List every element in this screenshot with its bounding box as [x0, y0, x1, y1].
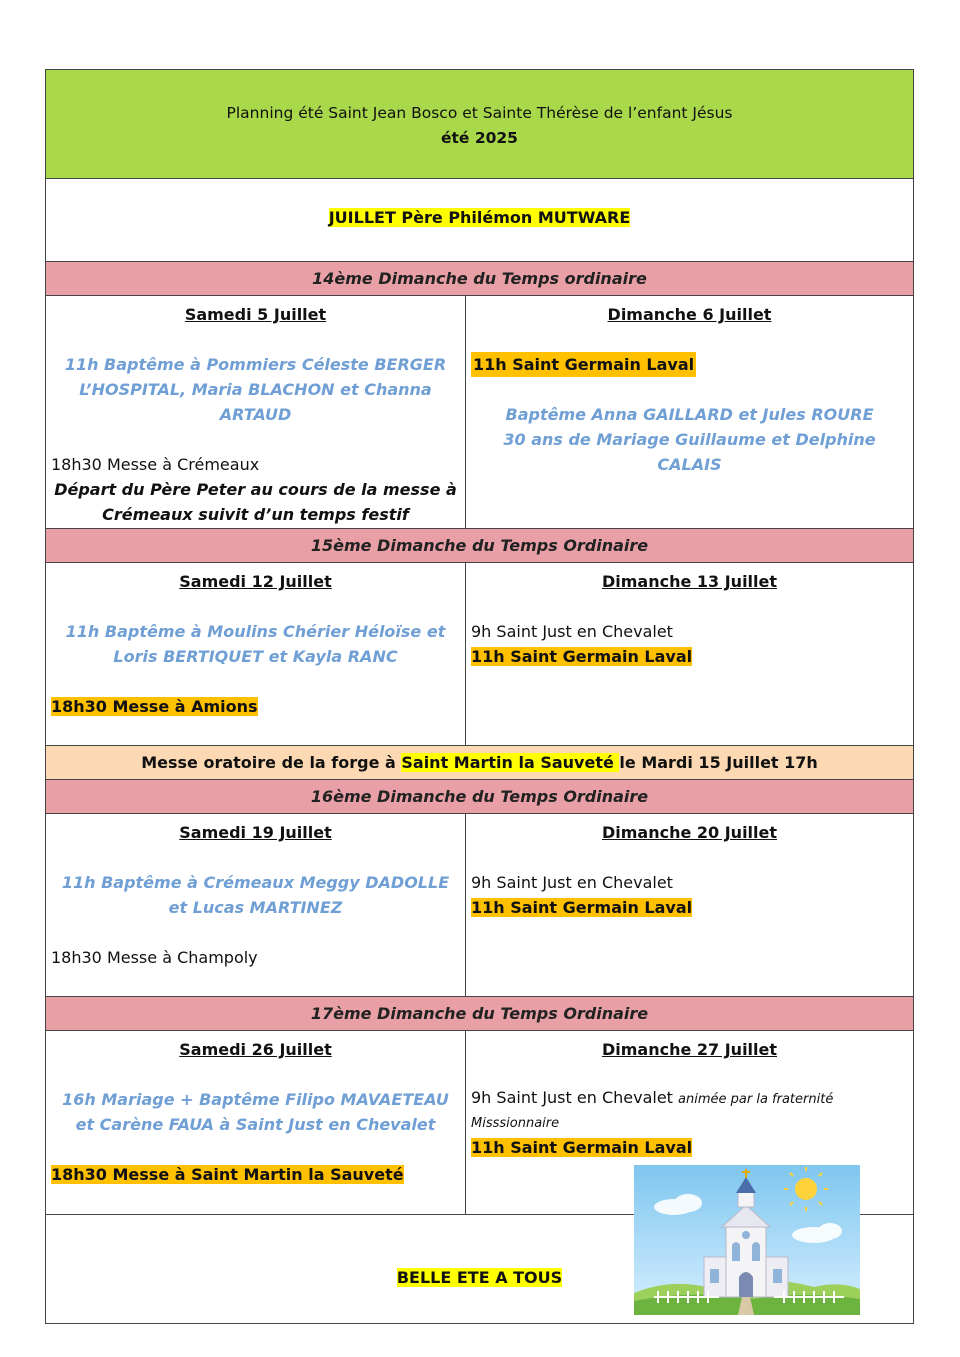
departure-note: Départ du Père Peter au cours de la messe à Crémeaux suivit d’un temps festif — [54, 480, 457, 524]
month-title: JUILLET Père Philémon MUTWARE — [328, 208, 631, 227]
footer-row — [46, 1215, 913, 1323]
mass-text: 11h Saint Germain Laval — [471, 898, 693, 917]
sunday-title-17: 17ème Dimanche du Temps Ordinaire — [46, 997, 913, 1031]
page-title: Planning été Saint Jean Bosco et Sainte Thérèse de l’enfant Jésus — [226, 104, 733, 122]
mass-text: 18h30 Messe à Champoly — [51, 948, 258, 967]
sunday-heading: Dimanche 27 Juillet — [601, 1040, 778, 1059]
saturday-heading: Samedi 12 Juillet — [179, 572, 332, 591]
saturday-cell — [46, 1031, 466, 1214]
mass-text: 11h Saint Germain Laval — [471, 352, 696, 377]
sunday-heading: Dimanche 13 Juillet — [601, 572, 778, 591]
wedding-text: 16h Mariage + Baptême Filipo MAVAETEAU et Carène FAUA à Saint Just en Chevalet — [62, 1090, 449, 1134]
footer-greeting: BELLE ETE A TOUS — [396, 1268, 563, 1287]
baptism-text: 11h Baptême à Moulins Chérier Héloïse et Loris BERTIQUET et Kayla RANC — [65, 622, 446, 666]
page-year: été 2025 — [441, 129, 518, 147]
mass-text: 18h30 Messe à Saint Martin la Sauveté — [51, 1165, 404, 1184]
header — [46, 70, 913, 179]
mass-text: 11h Saint Germain Laval — [471, 647, 693, 666]
mass-text: 9h Saint Just en Chevalet — [471, 873, 673, 892]
baptism-text: 11h Baptême à Pommiers Céleste BERGER L’HOSPITAL, Maria BLACHON et Channa ARTAUD — [64, 355, 447, 424]
baptism-text: 11h Baptême à Crémeaux Meggy DADOLLE et Lucas MARTINEZ — [61, 873, 450, 917]
sunday-title-15: 15ème Dimanche du Temps Ordinaire — [46, 529, 913, 563]
week-row-16 — [46, 814, 913, 997]
saturday-heading: Samedi 5 Juillet — [184, 305, 327, 324]
saturday-cell — [46, 563, 466, 745]
week-row-14 — [46, 296, 913, 529]
sunday-heading: Dimanche 20 Juillet — [601, 823, 778, 842]
church-illustration — [634, 1165, 860, 1315]
mass-text: 9h Saint Just en Chevalet — [471, 622, 673, 641]
saturday-heading: Samedi 26 Juillet — [179, 1040, 332, 1059]
planning-table — [45, 69, 914, 1324]
mass-text: 11h Saint Germain Laval — [471, 1138, 693, 1157]
sunday-title-14: 14ème Dimanche du Temps ordinaire — [46, 262, 913, 296]
oratoire-text: Messe oratoire de la forge à — [141, 753, 402, 772]
oratoire-place: Saint Martin la Sauveté — [401, 753, 620, 772]
baptism-text: Baptême Anna GAILLARD et Jules ROURE — [505, 405, 874, 424]
sunday-cell — [466, 563, 913, 745]
saturday-heading: Samedi 19 Juillet — [179, 823, 332, 842]
sunday-title-16: 16ème Dimanche du Temps Ordinaire — [46, 780, 913, 814]
mass-text: 18h30 Messe à Crémeaux — [51, 455, 260, 474]
week-row-15 — [46, 563, 913, 746]
anniversary-text: 30 ans de Mariage Guillaume et Delphine CALAIS — [503, 430, 876, 474]
sunday-cell — [466, 296, 913, 528]
oratoire-row — [46, 746, 913, 780]
mass-text: 9h Saint Just en Chevalet — [471, 1088, 673, 1107]
saturday-cell — [46, 814, 466, 996]
fraternity-note: animée par la fraternité Misssionnaire — [471, 1092, 834, 1131]
mass-text: 18h30 Messe à Amions — [51, 697, 258, 716]
month-row — [46, 179, 913, 262]
sunday-heading: Dimanche 6 Juillet — [607, 305, 772, 324]
saturday-cell — [46, 296, 466, 528]
sunday-cell — [466, 814, 913, 996]
oratoire-date: le Mardi 15 Juillet 17h — [619, 753, 818, 772]
